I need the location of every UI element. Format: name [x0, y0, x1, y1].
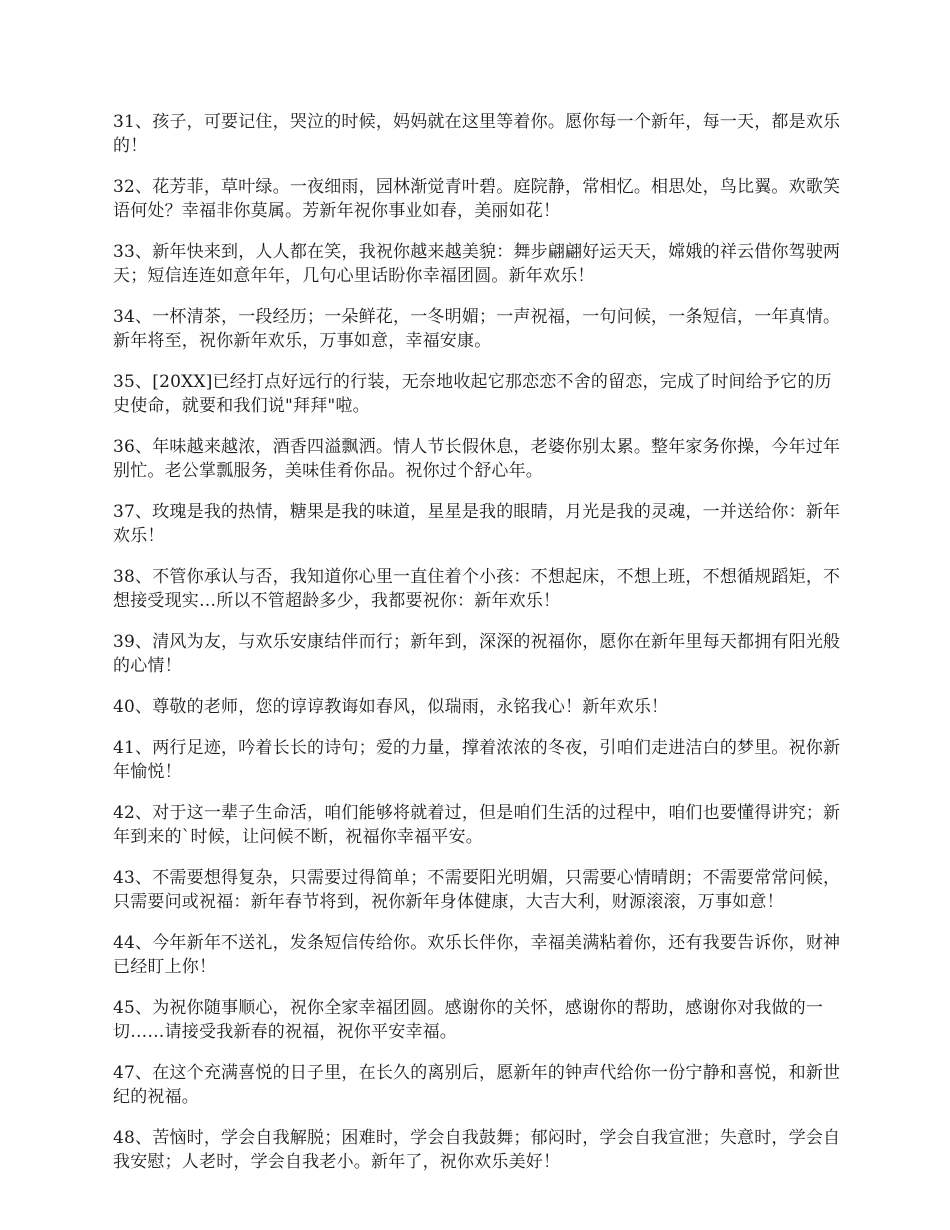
paragraph-41: 41、两行足迹，吟着长长的诗句；爱的力量，撑着浓浓的冬夜，引咱们走进洁白的梦里。祝你新年愉悦！ [113, 738, 841, 782]
paragraph-47: 47、在这个充满喜悦的日子里，在长久的离别后，愿新年的钟声代给你一份宁静和喜悦，和新世纪的祝福。 [113, 1063, 841, 1107]
paragraph-34: 34、一杯清茶，一段经历；一朵鲜花，一冬明媚；一声祝福，一句问候，一条短信，一年真情。新年将至，祝你新年欢乐，万事如意，幸福安康。 [113, 307, 841, 351]
paragraph-40: 40、尊敬的老师，您的谆谆教诲如春风，似瑞雨，永铭我心！新年欢乐！ [113, 697, 669, 717]
paragraph-37: 37、玫瑰是我的热情，糖果是我的味道，星星是我的眼睛，月光是我的灵魂，一并送给你：新年欢乐！ [113, 502, 841, 546]
paragraph-43: 43、不需要想得复杂，只需要过得简单；不需要阳光明媚，只需要心情晴朗；不需要常常问候，只需要问或祝福：新年春节将到，祝你新年身体健康，大吉大利，财源滚滚，万事如意！ [113, 868, 841, 912]
paragraph-33: 33、新年快来到，人人都在笑，我祝你越来越美貌：舞步翩翩好运天天，嫦娥的祥云借你驾驶两天；短信连连如意年年，几句心里话盼你幸福团圆。新年欢乐！ [113, 242, 841, 286]
paragraph-32: 32、花芳菲，草叶绿。一夜细雨，园林渐觉青叶碧。庭院静，常相忆。相思处，鸟比翼。欢歌笑语何处？幸福非你莫属。芳新年祝你事业如春，美丽如花！ [113, 177, 841, 221]
paragraph-31: 31、孩子，可要记住，哭泣的时候，妈妈就在这里等着你。愿你每一个新年，每一天，都是欢乐的！ [113, 112, 841, 156]
paragraph-35: 35、[20XX]已经打点好远行的行装，无奈地收起它那恋恋不舍的留恋，完成了时间给予它的历史使命，就要和我们说"拜拜"啦。 [113, 372, 832, 416]
paragraph-36: 36、年味越来越浓，酒香四溢飘洒。情人节长假休息，老婆你别太累。整年家务你操，今年过年别忙。老公掌瓢服务，美味佳肴你品。祝你过个舒心年。 [113, 437, 841, 481]
document-body [113, 110, 843, 1191]
paragraph-42: 42、对于这一辈子生命活，咱们能够将就着过，但是咱们生活的过程中，咱们也要懂得讲究；新年到来的`时候，让问候不断，祝福你幸福平安。 [113, 803, 841, 847]
paragraph-39: 39、清风为友，与欢乐安康结伴而行；新年到，深深的祝福你，愿你在新年里每天都拥有阳光般的心情！ [113, 632, 841, 676]
paragraph-48: 48、苦恼时，学会自我解脱；困难时，学会自我鼓舞；郁闷时，学会自我宣泄；失意时，学会自我安慰；人老时，学会自我老小。新年了，祝你欢乐美好！ [113, 1128, 841, 1172]
paragraph-45: 45、为祝你随事顺心，祝你全家幸福团圆。感谢你的关怀，感谢你的帮助，感谢你对我做的一切……请接受我新春的祝福，祝你平安幸福。 [113, 998, 824, 1042]
paragraph-38: 38、不管你承认与否，我知道你心里一直住着个小孩：不想起床，不想上班，不想循规蹈矩，不想接受现实…所以不管超龄多少，我都要祝你：新年欢乐！ [113, 567, 841, 611]
paragraph-44: 44、今年新年不送礼，发条短信传给你。欢乐长伴你，幸福美满粘着你，还有我要告诉你，财神已经盯上你！ [113, 933, 841, 977]
